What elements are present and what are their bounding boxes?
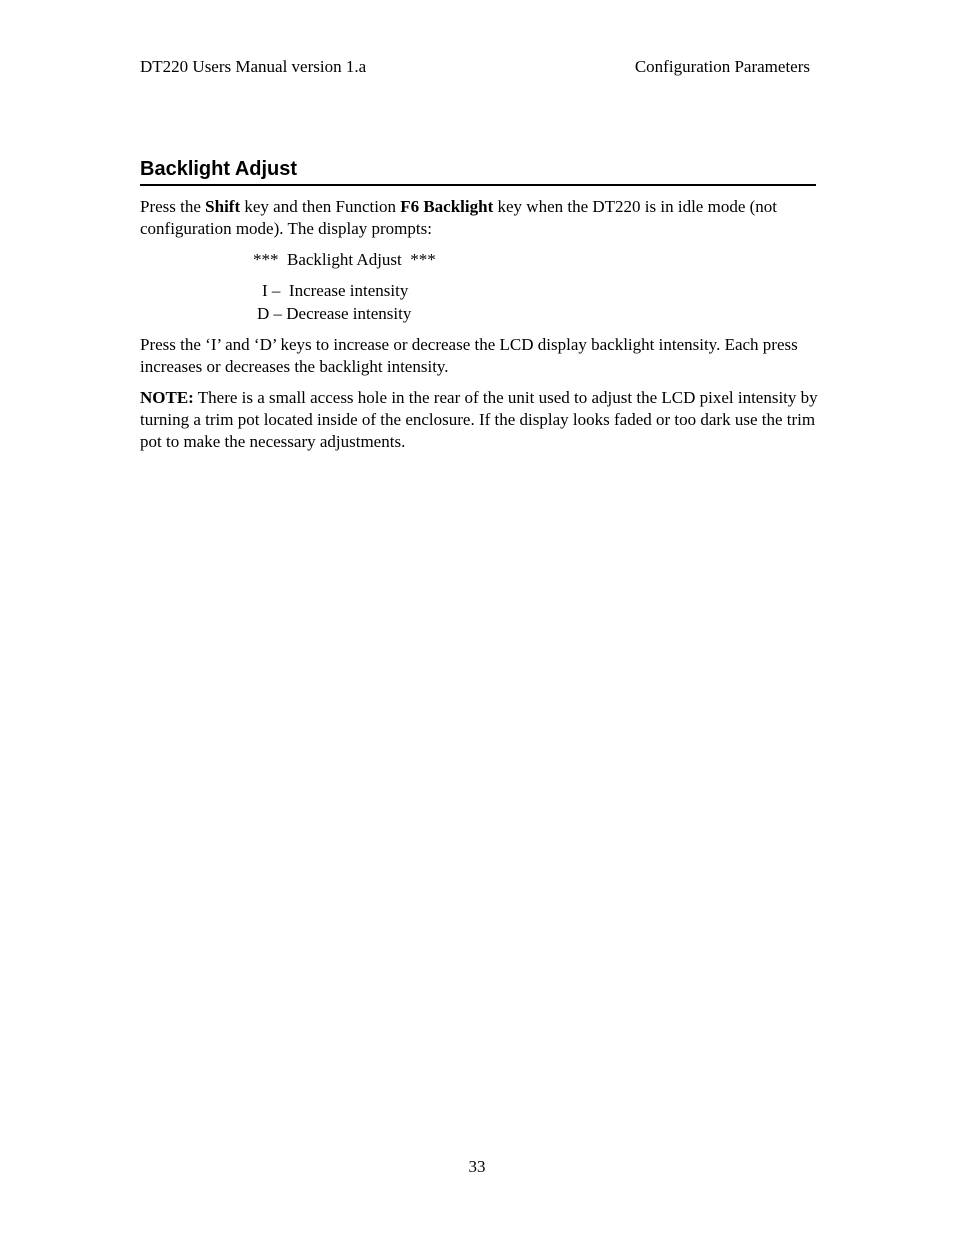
function-key-label: F6 Backlight xyxy=(400,197,494,216)
header-manual-title: DT220 Users Manual version 1.a xyxy=(140,57,367,76)
intro-text-1: Press the xyxy=(140,197,206,216)
header-section-name: Configuration Parameters xyxy=(634,57,810,76)
instructions-paragraph: Press the ‘I’ and ‘D’ keys to increase or decrease the LCD display backlight intensity. Each press increases or decreases the backlight intensity. xyxy=(140,335,798,376)
intro-text-3: key when the DT220 is in idle mode (not configuration mode). The display prompts: xyxy=(140,197,778,238)
display-prompt-decrease: D – Decrease intensity xyxy=(257,304,412,323)
section-title: Backlight Adjust xyxy=(140,157,816,186)
note-paragraph xyxy=(140,387,820,453)
intro-text-2: key and then Function xyxy=(240,197,401,216)
display-prompt-increase: I – Increase intensity xyxy=(262,281,409,300)
shift-key-label: Shift xyxy=(205,197,241,216)
display-prompt-title: *** Backlight Adjust *** xyxy=(253,250,436,269)
page-number: 33 xyxy=(468,1157,486,1176)
intro-paragraph xyxy=(140,196,820,240)
note-label: NOTE: xyxy=(140,388,194,407)
note-text: There is a small access hole in the rear of the unit used to adjust the LCD pixel intensity by turning a trim pot located inside of the enclosure. If the display looks faded or too dark use the trim pot to make the necessary adjustments. xyxy=(140,388,818,451)
